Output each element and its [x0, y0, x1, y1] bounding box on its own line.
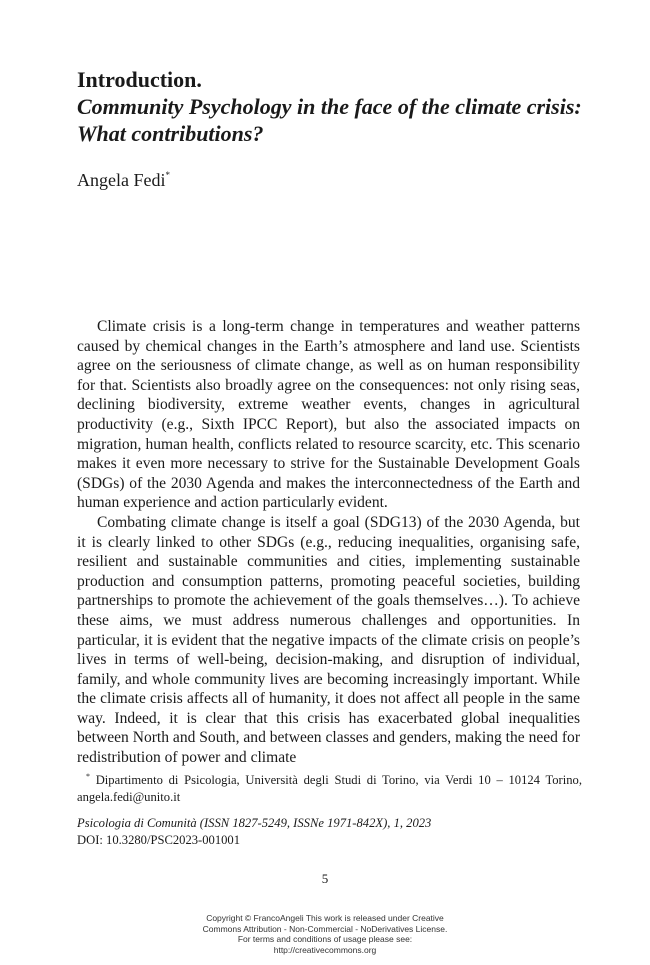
journal-info: [77, 815, 431, 849]
license-line-3: For terms and conditions of usage please see:: [237, 934, 413, 944]
author-affiliation-footnote: [77, 768, 582, 806]
doi: DOI: 10.3280/PSC2023-001001: [77, 833, 241, 847]
body-text: [77, 317, 580, 768]
license-line-2: Commons Attribution - Non-Commercial - NoDerivatives License.: [202, 923, 448, 934]
journal-citation: Psicologia di Comunità (ISSN 1827-5249, ISSNe 1971-842X), 1, 2023: [77, 816, 432, 830]
article-subtitle-line-2: What contributions?: [77, 121, 264, 146]
paragraph-2: Combating climate change is itself a goal (SDG13) of the 2030 Agenda, but it is clearly linked to other SDGs (e.g., reducing inequalities, organising safe, resilient and sustainable communities and cities, implementing sustainable production and consumption patterns, promoting peaceful societies, building partnerships to promote the achievement of the goals themselves…). To achieve these aims, we must address numerous challenges and opportunities. In particular, it is evident that the negative impacts of the climate crisis on people’s lives in terms of well-being, decision-making, and disruption of individual, family, and whole community lives are becoming increasingly important. While the climate crisis affects all of humanity, it does not affect all people in the same way. Indeed, it is clear that this crisis has exacerbated global inequalities between North and South, and between classes and genders, making the need for redistribution of power and climate: [77, 513, 580, 767]
license-line-4: http://creativecommons.org: [273, 944, 377, 955]
author-footnote-mark: *: [165, 170, 170, 180]
article-heading: [77, 66, 597, 147]
author-line: [77, 170, 170, 191]
footnote-text: Dipartimento di Psicologia, Università degli Studi di Torino, via Verdi 10 – 10124 Torino, angela.fedi@unito.it: [77, 773, 582, 804]
license-line-1: Copyright © FrancoAngeli This work is released under Creative: [206, 913, 444, 923]
author-name: Angela Fedi: [77, 170, 166, 190]
page-number: 5: [321, 871, 329, 886]
footnote-mark: *: [86, 772, 90, 781]
section-title: Introduction.: [77, 67, 202, 92]
license-notice: [0, 913, 650, 955]
article-subtitle-line-1: Community Psychology in the face of the climate crisis:: [77, 94, 582, 119]
paragraph-1: Climate crisis is a long-term change in temperatures and weather patterns caused by chemical changes in the Earth’s atmosphere and land use. Scientists agree on the seriousness of climate change, as well as on human responsibility for that. Scientists also broadly agree on the consequences: not only rising seas, declining biodiversity, extreme weather events, changes in agricultural productivity (e.g., Sixth IPCC Report), but also the associated impacts on migration, human health, conflicts related to resource scarcity, etc. This scenario makes it even more necessary to strive for the Sustainable Development Goals (SDGs) of the 2030 Agenda and makes the interconnectedness of the Earth and human experience and action particularly evident.: [77, 318, 580, 512]
